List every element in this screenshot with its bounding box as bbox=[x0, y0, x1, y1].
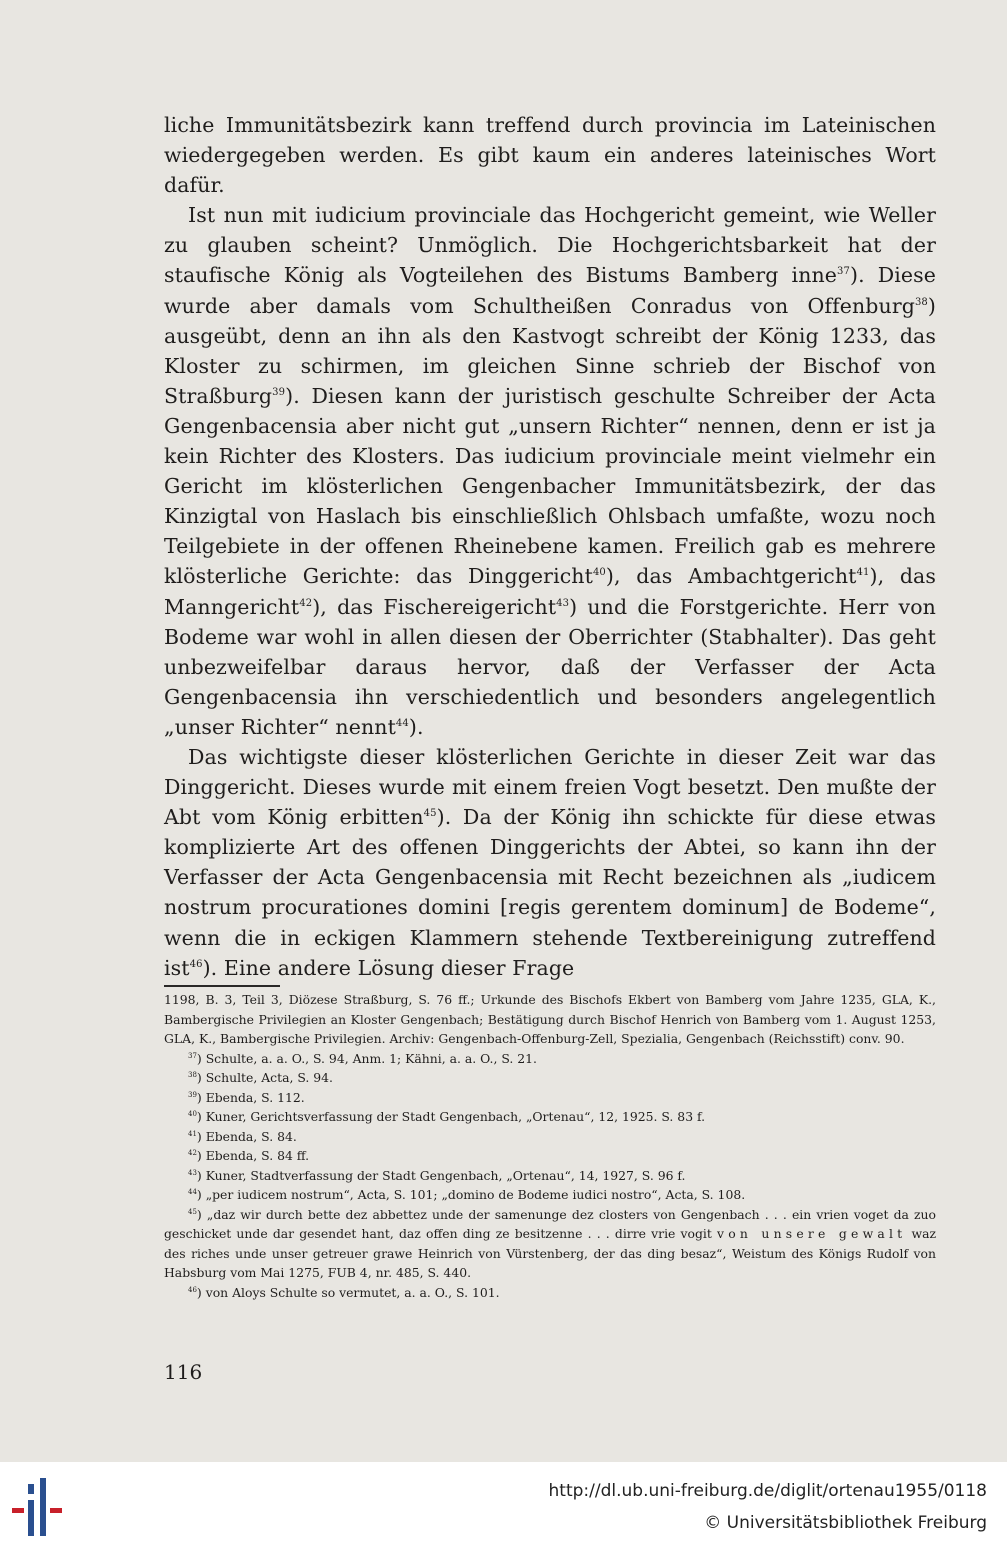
footnote-ref: 40 bbox=[592, 567, 606, 579]
footnote-divider bbox=[164, 985, 280, 987]
permalink-url[interactable]: http://dl.ub.uni-freiburg.de/diglit/ortenau1955/0118 bbox=[548, 1481, 987, 1501]
footnote-ref: 37 bbox=[837, 266, 850, 278]
footnote-ref: 39 bbox=[272, 386, 286, 398]
footnote-38: $^{38}$) Schulte, Acta, S. 94. bbox=[188, 1070, 333, 1085]
footnote-46: $^{46}$) von Aloys Schulte so vermutet, a. a. O., S. 101. bbox=[188, 1284, 500, 1300]
paragraph-1: liche Immunitätsbezirk kann treffend durch provincia im Lateinischen wiedergegeben werden. Es gibt kaum ein anderes lateinisches Wort dafür. bbox=[164, 113, 936, 198]
footnote-45: $^{45}$) „daz wir durch bette dez abbettez unde der samenunge dez closters von Gengenbach . . . ein vrien voget da zuo geschicket unde dar gesendet hant, daz offen ding ze besitzenne . . . dirre vrie vogit von unsere gewalt waz des riches unde unser getreuer grawe Heinrich von Vürstenberg, der das ding besaz“, Weistum des Königs Rudolf von Habsburg vom Mai 1275, FUB 4, nr. 485, S. 440. bbox=[164, 1206, 936, 1280]
footnote-37: $^{37}$) Schulte, a. a. O., S. 94, Anm. 1; Kähni, a. a. O., S. 21. bbox=[188, 1050, 537, 1066]
paragraph-2: Ist nun mit iudicium provinciale das Hochgericht gemeint, wie Weller zu glauben scheint? Unmöglich. Die Hochgerichtsbarkeit hat der staufische König als Vogteilehen des Bistums Bamberg inne$^{37}$). Diese wurde aber damals vom Schultheißen Conradus von Offenburg$^{38}$) ausgeübt, denn an ihn als den Kastvogt schreibt der König 1233, das Kloster zu schirmen, im gleichen Sinne schrieb der Bischof von Straßburg$^{39}$). Diesen kann der juristisch geschulte Schreiber der Acta Gengenbacensia aber nicht gut „unsern Richter“ nennen, denn er ist ja kein Richter des Klosters. Das iudicium provinciale meint vielmehr ein Gericht im klösterlichen Gengenbacher Immunitätsbezirk, der das Kinzigtal von Haslach bis einschließlich Ohlsbach umfaßte, wozu noch Teilgebiete in der offenen Rheinebene kamen. Freilich gab es mehrere klösterliche Gerichte: das Dinggericht$^{40}$), das Ambachtgericht$^{41}$), das Manngericht$^{42}$), das Fischereigericht$^{43}$) und die Forstgerichte. Herr von Bodeme war wohl in allen diesen der Oberrichter (Stabhalter). Das geht unbezweifelbar daraus hervor, daß der Verfasser der Acta Gengenbacensia ihn verschiedentlich und besonders angelegentlich „unser Richter“ nennt$^{44}$). bbox=[164, 203, 937, 739]
footnote-39: $^{39}$) Ebenda, S. 112. bbox=[188, 1089, 305, 1105]
footnote-44: $^{44}$) „per iudicem nostrum“, Acta, S. 101; „domino de Bodeme iudici nostro“, Acta, S. 108. bbox=[188, 1187, 746, 1202]
footnote-ref: 41 bbox=[856, 567, 870, 579]
footnote-42: $^{42}$) Ebenda, S. 84 ff. bbox=[188, 1148, 310, 1163]
footnote-continuation: 1198, B. 3, Teil 3, Diözese Straßburg, S. 76 ff.; Urkunde des Bischofs Ekbert von Bamberg vom Jahre 1235, GLA, K., Bambergische Privilegien an Kloster Gengenbach; Bestätigung durch Bischof Henrich von Bamberg vom 1. August 1253, GLA, K., Bambergische Privilegien. Archiv: Gengenbach-Offenburg-Zell, Spezialia, Gengenbach (Reichsstift) conv. 90. bbox=[164, 992, 936, 1046]
library-logo-icon bbox=[10, 1478, 64, 1536]
footnotes bbox=[164, 990, 936, 1302]
footnote-ref: 44 bbox=[395, 717, 409, 729]
footnote-43: $^{43}$) Kuner, Stadtverfassung der Stadt Gengenbach, „Ortenau“, 14, 1927, S. 96 f. bbox=[188, 1167, 686, 1183]
footnote-ref: 42 bbox=[299, 597, 313, 609]
page-number: 116 bbox=[164, 1360, 203, 1384]
footnote-ref: 45 bbox=[423, 808, 437, 820]
footnote-ref: 46 bbox=[189, 958, 203, 970]
main-text bbox=[164, 110, 936, 983]
footnote-40: $^{40}$) Kuner, Gerichtsverfassung der Stadt Gengenbach, „Ortenau“, 12, 1925. S. 83 f. bbox=[188, 1109, 706, 1124]
footnote-ref: 38 bbox=[914, 296, 928, 308]
footnote-41: $^{41}$) Ebenda, S. 84. bbox=[188, 1128, 297, 1144]
footnote-ref: 43 bbox=[556, 597, 570, 609]
paragraph-3: Das wichtigste dieser klösterlichen Gerichte in dieser Zeit war das Dinggericht. Dieses wurde mit einem freien Vogt besetzt. Den mußte der Abt vom König erbitten$^{45}$). Da der König ihn schickte für diese etwas komplizierte Art des offenen Dinggerichts der Abtei, so kann ihn der Verfasser der Acta Gengenbacensia mit Recht bezeichnen als „iudicem nostrum procurationes domini [regis gerentem dominum] de Bodeme“, wenn die in eckigen Klammern stehende Textbereinigung zutreffend ist$^{46}$). Eine andere Lösung dieser Frage bbox=[164, 744, 936, 980]
copyright-notice: © Universitätsbibliothek Freiburg bbox=[704, 1513, 987, 1533]
